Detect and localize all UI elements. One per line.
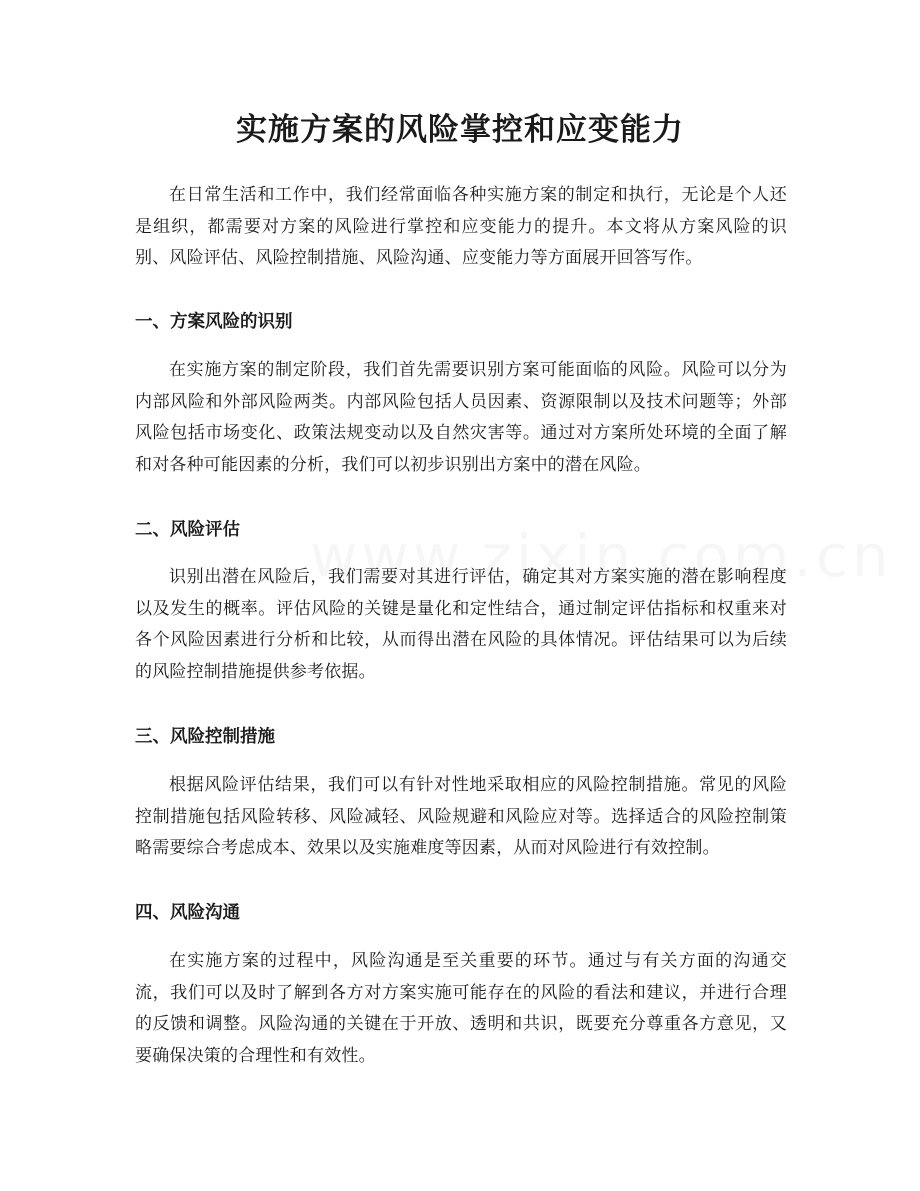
section-heading-risk-assessment: 二、风险评估 bbox=[135, 520, 240, 540]
section-heading-risk-control: 三、风险控制措施 bbox=[135, 727, 275, 747]
section-body-risk-communication: 在实施方案的过程中，风险沟通是至关重要的环节。通过与有关方面的沟通交流，我们可以及时了解到各方对方案实施可能存在的风险的看法和建议，并进行合理的反馈和调整。风险沟通的关键在于开放、透明和共识，既要充分尊重各方意见，又要确保决策的合理性和有效性。 bbox=[135, 951, 787, 1066]
intro-paragraph: 在日常生活和工作中，我们经常面临各种实施方案的制定和执行，无论是个人还是组织，都需要对方案的风险进行掌控和应变能力的提升。本文将从方案风险的识别、风险评估、风险控制措施、风险沟通、应变能力等方面展开回答写作。 bbox=[135, 185, 787, 268]
section-body-risk-assessment: 识别出潜在风险后，我们需要对其进行评估，确定其对方案实施的潜在影响程度以及发生的概率。评估风险的关键是量化和定性结合，通过制定评估指标和权重来对各个风险因素进行分析和比较，从而得出潜在风险的具体情况。评估结果可以为后续的风险控制措施提供参考依据。 bbox=[135, 567, 787, 682]
section-body-risk-control: 根据风险评估结果，我们可以有针对性地采取相应的风险控制措施。常见的风险控制措施包括风险转移、风险减轻、风险规避和风险应对等。选择适合的风险控制策略需要综合考虑成本、效果以及实施难度等因素，从而对风险进行有效控制。 bbox=[135, 775, 787, 858]
page-title: 实施方案的风险掌控和应变能力 bbox=[236, 112, 684, 148]
section-heading-risk-communication: 四、风险沟通 bbox=[135, 903, 240, 923]
section-body-risk-identification: 在实施方案的制定阶段，我们首先需要识别方案可能面临的风险。风险可以分为内部风险和外部风险两类。内部风险包括人员因素、资源限制以及技术问题等；外部风险包括市场变化、政策法规变动以及自然灾害等。通过对方案所处环境的全面了解和对各种可能因素的分析，我们可以初步识别出方案中的潜在风险。 bbox=[135, 360, 787, 475]
section-heading-risk-identification: 一、方案风险的识别 bbox=[135, 312, 293, 332]
